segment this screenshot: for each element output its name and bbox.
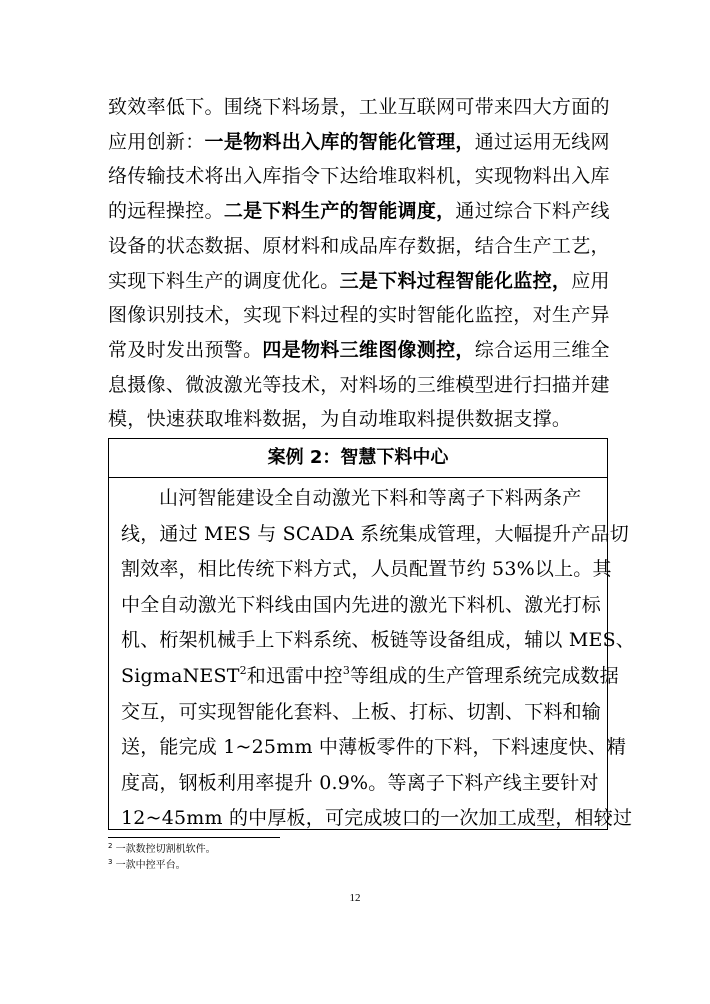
footnote-divider [108,837,280,838]
footnote-ref[interactable]: 3 [342,663,351,677]
text-line: 割效率，相比传统下料方式，人员配置节约 53%以上。其 [121,558,612,581]
page-number: 12 [349,892,361,904]
text-line: 中全自动激光下料线由国内先进的激光下料机、激光打标 [121,593,602,616]
footnote: $^2$ 一款数控切割机软件。 [108,842,216,855]
text-line: 12~45mm 的中厚板，可完成坡口的一次加工成型，相较过 [121,807,633,830]
text-line: 应用创新：一是物料出入库的智能化管理，通过运用无线网 [108,130,610,153]
case-title: 案例 2：智慧下料中心 [109,439,607,478]
bold-heading: 四是物料三维图像测控， [262,338,475,361]
text-line: 设备的状态数据、原材料和成品库存数据，结合生产工艺， [108,234,610,257]
text-line: 图像识别技术，实现下料过程的实时智能化监控，对生产异 [108,304,610,327]
text-line: 交互，可实现智能化套料、上板、打标、切割、下料和输 [121,700,602,723]
text-line: 实现下料生产的调度优化。三是下料过程智能化监控，应用 [108,269,610,292]
text-line: 线，通过 MES 与 SCADA 系统集成管理，大幅提升产品切 [121,522,629,545]
text-line: SigmaNEST$^2$和迅雷中控$^3$等组成的生产管理系统完成数据 [121,663,619,687]
text-line: 度高，钢板利用率提升 0.9%。等离子下料产线主要针对 [121,771,599,794]
intro-paragraph [108,90,608,437]
text-line: 的远程操控。二是下料生产的智能调度，通过综合下料产线 [108,200,610,223]
case-body [121,481,635,837]
text-line: 络传输技术将出入库指令下达给堆取料机，实现物料出入库 [108,165,610,188]
text-line: 模，快速获取堆料数据，为自动堆取料提供数据支撑。 [108,408,572,431]
bold-heading: 二是下料生产的智能调度， [223,200,456,223]
text-line: 机、桁架机械手上下料系统、板链等设备组成，辅以 MES、 [121,629,635,652]
text-line: 山河智能建设全自动激光下料和等离子下料两条产 [159,487,582,509]
bold-heading: 一是物料出入库的智能化管理， [204,130,475,153]
text-line: 送，能完成 1~25mm 中薄板零件的下料，下料速度快、精 [121,736,627,759]
text-line: 常及时发出预警。四是物料三维图像测控，综合运用三维全 [108,338,610,361]
footnote-ref[interactable]: 2 [239,663,247,677]
bold-heading: 三是下料过程智能化监控， [339,269,572,292]
text-line: 息摄像、微波激光等技术，对料场的三维模型进行扫描并建 [108,373,610,396]
footnote: $^3$ 一款中控平台。 [108,858,186,871]
text-line: 致效率低下。围绕下料场景，工业互联网可带来四大方面的 [108,96,610,118]
case-box [108,438,635,830]
